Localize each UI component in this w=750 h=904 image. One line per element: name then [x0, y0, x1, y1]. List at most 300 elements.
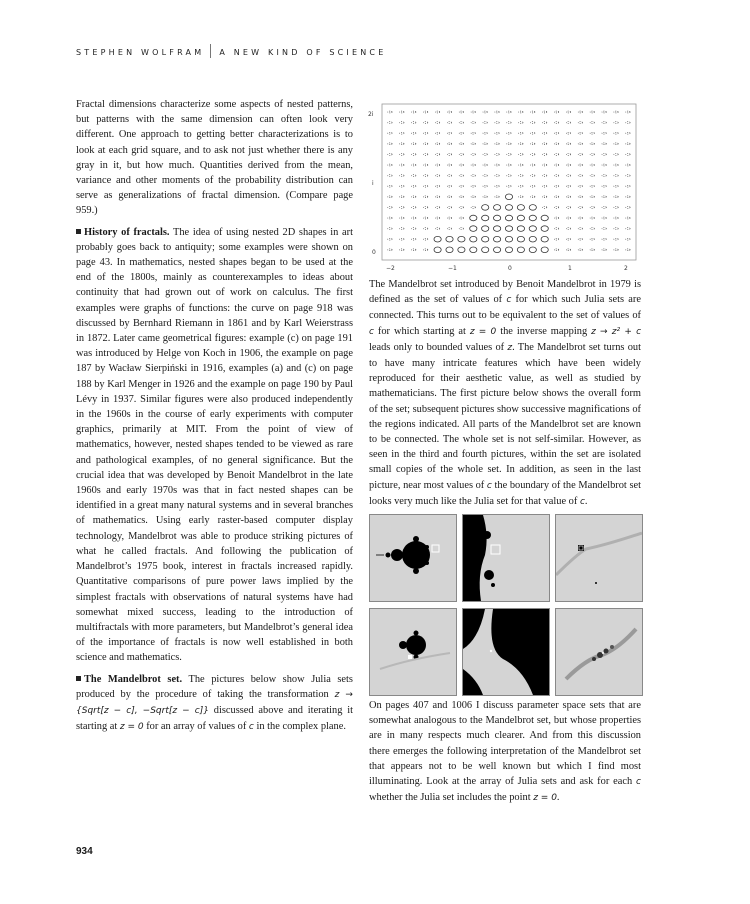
julia-set-glyph: [388, 175, 392, 177]
julia-set-glyph: [435, 175, 439, 177]
julia-set-glyph: [578, 111, 582, 113]
julia-set-glyph: [626, 228, 630, 230]
mandelbrot-heading: The Mandelbrot set.: [84, 673, 183, 685]
julia-set-glyph: [614, 249, 618, 251]
julia-set-glyph: [578, 143, 582, 145]
julia-set-glyph: [626, 122, 630, 124]
julia-set-glyph: [590, 154, 594, 156]
julia-set-glyph: [554, 132, 558, 134]
julia-set-glyph: [543, 196, 547, 198]
julia-set-glyph: [614, 238, 618, 240]
julia-set-glyph: [471, 196, 475, 198]
julia-set-glyph: [494, 247, 501, 253]
x-tick-label-1: 1: [568, 265, 572, 272]
julia-set-glyph: [626, 249, 630, 251]
square-bullet-icon: [76, 676, 81, 681]
julia-set-glyph: [412, 185, 416, 187]
julia-set-glyph: [590, 164, 594, 166]
julia-set-glyph: [424, 207, 428, 209]
square-bullet-icon: [76, 229, 81, 234]
julia-set-glyph: [614, 217, 618, 219]
julia-set-glyph: [566, 217, 570, 219]
julia-set-glyph: [590, 111, 594, 113]
julia-set-glyph: [435, 132, 439, 134]
julia-set-glyph: [519, 175, 523, 177]
julia-set-glyph: [578, 207, 582, 209]
julia-set-glyph: [412, 132, 416, 134]
julia-set-glyph: [543, 207, 547, 209]
julia-set-glyph: [412, 164, 416, 166]
julia-set-glyph: [495, 154, 499, 156]
header-divider: [210, 44, 211, 58]
mandelbrot-body-1: The pictures below show Julia sets produced by the procedure of taking the transformation: [76, 673, 353, 700]
julia-set-glyph: [388, 217, 392, 219]
julia-set-glyph: [566, 249, 570, 251]
julia-set-glyph: [434, 236, 441, 242]
julia-set-glyph: [578, 196, 582, 198]
julia-set-glyph: [424, 185, 428, 187]
julia-set-glyph: [505, 226, 512, 232]
julia-set-glyph: [578, 238, 582, 240]
julia-set-glyph: [471, 154, 475, 156]
julia-set-glyph: [424, 217, 428, 219]
z0-formula: z = 0: [469, 326, 497, 337]
julia-set-glyph: [626, 207, 630, 209]
julia-set-glyph: [447, 196, 451, 198]
julia-set-glyph: [388, 238, 392, 240]
julia-set-glyph: [400, 249, 404, 251]
mandelbrot-overview-image: [369, 514, 457, 602]
julia-set-glyph: [447, 132, 451, 134]
julia-set-glyph: [566, 207, 570, 209]
text-run: On pages 407 and 1006 I discuss parameter space sets that are somewhat analogous to the Mandelbrot set, but whose properties are in many respects much clearer. And from this discussion there emerges the following interpretation of the Mandelbrot set that appears not to be well known but which I find most illuminating. Look at the array of Julia sets and ask for each: [369, 700, 641, 788]
julia-set-glyph: [614, 196, 618, 198]
julia-set-glyph: [482, 226, 489, 232]
julia-set-glyph: [614, 228, 618, 230]
julia-set-glyph: [482, 205, 489, 211]
julia-set-glyph: [400, 207, 404, 209]
julia-set-glyph: [483, 154, 487, 156]
julia-set-glyph: [517, 215, 524, 221]
julia-set-glyph: [412, 238, 416, 240]
julia-set-glyph: [626, 217, 630, 219]
julia-set-glyph: [554, 175, 558, 177]
julia-set-glyph: [495, 164, 499, 166]
julia-set-glyph: [626, 185, 630, 187]
mandelbrot-zoom-1-image: [462, 514, 550, 602]
julia-set-glyph: [507, 175, 511, 177]
julia-set-glyph: [531, 164, 535, 166]
julia-set-glyph: [435, 122, 439, 124]
mandelbrot-body-3: for an array of values of: [146, 721, 247, 733]
history-paragraph: [76, 225, 353, 666]
julia-set-glyph: [578, 122, 582, 124]
julia-set-glyph: [459, 154, 463, 156]
julia-set-glyph: [435, 154, 439, 156]
julia-set-glyph: [388, 154, 392, 156]
julia-set-glyph: [400, 196, 404, 198]
julia-set-glyph: [495, 175, 499, 177]
julia-set-glyph: [543, 111, 547, 113]
julia-set-glyph: [482, 236, 489, 242]
julia-set-glyph: [447, 143, 451, 145]
julia-set-glyph: [483, 143, 487, 145]
c-variable: c: [579, 496, 585, 507]
julia-set-glyph: [590, 196, 594, 198]
julia-set-glyph: [505, 205, 512, 211]
julia-set-glyph: [388, 111, 392, 113]
julia-set-glyph: [602, 217, 606, 219]
history-heading: History of fractals.: [84, 226, 170, 238]
julia-set-glyph: [626, 238, 630, 240]
julia-set-glyph: [590, 217, 594, 219]
julia-set-glyph: [554, 185, 558, 187]
julia-set-glyph: [435, 164, 439, 166]
julia-set-glyph: [400, 132, 404, 134]
julia-set-glyph: [554, 238, 558, 240]
y-tick-label-i: i: [372, 180, 374, 187]
julia-set-glyph: [543, 132, 547, 134]
julia-set-glyph: [590, 185, 594, 187]
julia-set-glyph: [505, 236, 512, 242]
julia-set-glyph: [435, 196, 439, 198]
julia-set-glyph: [554, 217, 558, 219]
right-column-top: [369, 277, 641, 516]
julia-set-glyph: [602, 228, 606, 230]
julia-set-glyph: [459, 228, 463, 230]
julia-set-glyph: [495, 196, 499, 198]
text-run: for which such Julia sets are connected. This turns out to be equivalent to the set of values of: [369, 294, 641, 322]
julia-set-glyph: [447, 207, 451, 209]
julia-set-glyph: [388, 132, 392, 134]
julia-set-glyph: [531, 132, 535, 134]
julia-set-glyph: [495, 122, 499, 124]
julia-set-glyph: [412, 122, 416, 124]
julia-set-glyph: [590, 143, 594, 145]
julia-set-glyph: [566, 238, 570, 240]
julia-set-glyph: [388, 228, 392, 230]
c-variable: c: [248, 722, 254, 733]
right-column-bottom: [369, 698, 641, 812]
julia-set-glyph: [554, 228, 558, 230]
text-run: the inverse mapping: [500, 325, 588, 337]
x-tick-label-0: 0: [508, 265, 512, 272]
julia-set-glyph: [400, 164, 404, 166]
julia-set-glyph: [424, 154, 428, 156]
julia-set-glyph: [541, 226, 548, 232]
julia-set-glyph: [388, 185, 392, 187]
text-run: . The Mandelbrot set turns out to have many intricate features which have been widely reproduced for their aesthetic value, as well as studied by mathematicians. The first picture below shows the overall form of the set; subsequent pictures show successive magnifications of the regions indicated. All parts of the Mandelbrot set are known to be connected. The whole set is not self-similar. However, as seen in the third and fourth pictures, within the set are isolated small copies of the whole set. In addition, as seen in the last picture, near most values of: [369, 341, 641, 491]
text-run: for which starting at: [377, 325, 466, 337]
julia-set-glyph: [614, 164, 618, 166]
julia-set-glyph: [412, 249, 416, 251]
julia-set-glyph: [519, 196, 523, 198]
julia-set-glyph: [554, 164, 558, 166]
c-variable: c: [506, 295, 512, 306]
julia-set-glyph: [602, 111, 606, 113]
julia-set-glyph: [626, 154, 630, 156]
julia-set-glyph: [388, 143, 392, 145]
text-run: leads only to bounded values of: [369, 341, 505, 353]
julia-set-glyph: [578, 175, 582, 177]
julia-set-glyph: [447, 185, 451, 187]
julia-set-glyph: [614, 143, 618, 145]
julia-set-glyph: [388, 207, 392, 209]
julia-set-glyph: [400, 228, 404, 230]
julia-set-glyph: [626, 196, 630, 198]
mandelbrot-paragraph: [76, 672, 353, 736]
julia-set-glyph: [412, 217, 416, 219]
text-run: whether the Julia set includes the point: [369, 792, 531, 804]
julia-set-glyph: [614, 207, 618, 209]
julia-set-glyph: [590, 207, 594, 209]
z0-formula: z = 0: [533, 793, 557, 804]
julia-set-glyph: [529, 247, 536, 253]
julia-set-glyph: [446, 236, 453, 242]
julia-set-glyph: [566, 143, 570, 145]
julia-set-glyph: [602, 143, 606, 145]
julia-set-glyph: [578, 132, 582, 134]
julia-set-glyph: [543, 175, 547, 177]
julia-set-glyph: [614, 111, 618, 113]
julia-set-glyph: [590, 175, 594, 177]
julia-set-glyph: [495, 132, 499, 134]
julia-set-glyph: [626, 175, 630, 177]
julia-set-glyph: [388, 196, 392, 198]
header-book-title: A NEW KIND OF SCIENCE: [219, 48, 387, 57]
julia-set-glyph: [517, 205, 524, 211]
julia-set-glyph: [519, 143, 523, 145]
julia-set-glyph: [412, 154, 416, 156]
x-tick-label-minus1: −1: [448, 265, 457, 272]
julia-set-glyph: [447, 217, 451, 219]
mandelbrot-body-4: in the complex plane.: [256, 721, 346, 733]
julia-set-glyph: [435, 143, 439, 145]
julia-set-glyph: [507, 111, 511, 113]
julia-set-glyph: [424, 122, 428, 124]
julia-set-glyph: [483, 111, 487, 113]
c-variable: c: [636, 777, 641, 788]
julia-set-glyph: [483, 132, 487, 134]
julia-set-glyph: [554, 154, 558, 156]
julia-set-glyph: [602, 196, 606, 198]
julia-set-glyph: [554, 249, 558, 251]
julia-set-glyph: [578, 154, 582, 156]
julia-set-glyph: [529, 236, 536, 242]
julia-set-glyph: [519, 111, 523, 113]
julia-set-glyph: [578, 228, 582, 230]
history-body: The idea of using nested 2D shapes in art probably goes back to antiquity; some examples were shown on page 43. In mathematics, nested shapes began to be used at the end of the 1800s, mainly as counterexamples to ideas about continuity that had grown out of work on calculus. The first examples were graphs of functions: the curve on page 918 was discussed by Bernhard Riemann in 1861 and by Karl Weierstrass in 1872. Later came geometrical figures: example (c) on page 191 was introduced by Helge von Koch in 1906, the example on page 187 by Wacław Sierpiński in 1916, examples (a) and (c) on page 188 by Karl Menger in 1926 and the example on page 190 by Paul Lévy in 1937. Similar figures were also produced independently in the 1960s in the course of early experiments with computer graphics, primarily at MIT. From the point of view of mathematics, however, nested shapes tended to be viewed as rare and pathological examples, of no general significance. But the crucial idea that was developed by Benoit Mandelbrot in the late 1960s and early 1970s was that in fact nested shapes can be identified in a great many natural systems and in several branches of mathematics. Using early raster-based computer display technology, Mandelbrot was able to produce striking pictures of what he called fractals. And following the publication of Mandelbrot’s 1975 book, interest in fractals increased rapidly. Quantitative comparisons of pure power laws implied by the simplest fractals with observations of natural systems have had somewhat mixed success, leading to the introduction of multifractals with more parameters, but Mandelbrot’s general idea of the importance of fractals is now well established in both science and mathematics.: [76, 226, 353, 664]
julia-set-glyph: [483, 185, 487, 187]
julia-set-glyph: [400, 122, 404, 124]
julia-set-glyph: [531, 122, 535, 124]
mandelbrot-boundary-image: [462, 608, 550, 696]
julia-set-glyph: [529, 205, 536, 211]
julia-set-glyph: [435, 111, 439, 113]
julia-set-glyph: [602, 132, 606, 134]
julia-set-glyph: [400, 238, 404, 240]
julia-set-glyph: [412, 143, 416, 145]
julia-set-glyph: [554, 207, 558, 209]
julia-set-glyph: [447, 122, 451, 124]
julia-set-glyph: [590, 132, 594, 134]
julia-set-glyph: [554, 143, 558, 145]
julia-set-glyph: [590, 249, 594, 251]
julia-set-glyph: [400, 143, 404, 145]
julia-set-glyph: [483, 164, 487, 166]
julia-set-glyph: [566, 132, 570, 134]
julia-set-glyph: [590, 238, 594, 240]
julia-set-glyph: [459, 207, 463, 209]
julia-set-glyph: [602, 122, 606, 124]
julia-set-glyph: [470, 226, 477, 232]
julia-set-glyph: [400, 111, 404, 113]
julia-set-glyph: [424, 175, 428, 177]
julia-set-glyph: [412, 111, 416, 113]
text-run: .: [584, 495, 588, 507]
julia-set-glyph: [566, 122, 570, 124]
julia-set-glyph: [519, 164, 523, 166]
julia-set-glyph: [531, 143, 535, 145]
julia-set-glyph: [424, 132, 428, 134]
julia-set-glyph: [471, 185, 475, 187]
x-tick-label-2: 2: [624, 265, 628, 272]
julia-set-glyph: [590, 228, 594, 230]
julia-set-glyph: [531, 196, 535, 198]
julia-set-glyph: [482, 215, 489, 221]
julia-set-glyph: [471, 122, 475, 124]
running-header: [76, 44, 386, 58]
julia-set-glyph: [566, 228, 570, 230]
julia-set-glyph: [424, 238, 428, 240]
julia-set-glyph: [459, 111, 463, 113]
julia-set-glyph: [471, 143, 475, 145]
julia-set-glyph: [424, 143, 428, 145]
julia-set-glyph: [602, 154, 606, 156]
c-variable: c: [369, 326, 374, 337]
julia-set-glyph: [554, 111, 558, 113]
julia-set-glyph: [471, 164, 475, 166]
julia-set-glyph: [578, 217, 582, 219]
julia-set-glyph: [435, 217, 439, 219]
julia-set-glyph: [400, 154, 404, 156]
julia-set-glyph: [400, 175, 404, 177]
julia-set-glyph: [494, 236, 501, 242]
julia-set-glyph: [531, 154, 535, 156]
julia-set-glyph: [494, 205, 501, 211]
mandelbrot-julia-like-image: [555, 608, 643, 696]
julia-set-glyph: [505, 247, 512, 253]
julia-set-glyph: [482, 247, 489, 253]
julia-set-glyph: [435, 207, 439, 209]
julia-set-glyph: [566, 111, 570, 113]
julia-set-glyph: [602, 164, 606, 166]
z-variable: z: [507, 342, 513, 353]
julia-set-glyph: [543, 143, 547, 145]
julia-set-glyph: [424, 111, 428, 113]
julia-set-glyph: [447, 154, 451, 156]
julia-set-glyph: [554, 196, 558, 198]
julia-set-glyph: [519, 122, 523, 124]
julia-set-glyph: [388, 164, 392, 166]
julia-set-glyph: [531, 185, 535, 187]
julia-set-glyph: [435, 228, 439, 230]
julia-set-glyph: [602, 249, 606, 251]
julia-set-glyph: [400, 185, 404, 187]
julia-set-glyph: [543, 122, 547, 124]
julia-set-glyph: [543, 154, 547, 156]
text-run: The Mandelbrot set introduced by Benoit Mandelbrot in 1979 is defined as the set of values of: [369, 279, 641, 306]
julia-set-glyph: [494, 226, 501, 232]
julia-set-glyph: [531, 111, 535, 113]
julia-set-glyph: [483, 122, 487, 124]
header-author: STEPHEN WOLFRAM: [76, 48, 205, 57]
julia-set-glyph: [517, 226, 524, 232]
julia-set-glyph: [495, 185, 499, 187]
julia-set-glyph: [614, 185, 618, 187]
julia-set-glyph: [483, 175, 487, 177]
julia-set-glyph: [471, 175, 475, 177]
julia-set-glyph: [458, 236, 465, 242]
julia-set-array-plot: [366, 102, 642, 280]
julia-set-glyph: [505, 215, 512, 221]
julia-set-glyph: [458, 247, 465, 253]
julia-set-glyph: [435, 185, 439, 187]
julia-set-glyph: [566, 175, 570, 177]
c-variable: c: [486, 480, 492, 491]
julia-set-glyph: [447, 228, 451, 230]
julia-set-glyph: [554, 122, 558, 124]
julia-set-glyph: [459, 164, 463, 166]
julia-set-glyph: [602, 185, 606, 187]
mapping-formula: z → z² + c: [591, 326, 642, 337]
julia-set-glyph: [626, 143, 630, 145]
left-column: [76, 97, 353, 741]
julia-set-glyph: [459, 175, 463, 177]
julia-set-glyph: [412, 228, 416, 230]
julia-set-glyph: [541, 215, 548, 221]
julia-set-glyph: [400, 217, 404, 219]
julia-set-glyph: [541, 236, 548, 242]
julia-set-glyph: [578, 164, 582, 166]
julia-set-glyph: [470, 215, 477, 221]
julia-set-glyph: [459, 132, 463, 134]
mandelbrot-magnification-grid: [369, 514, 648, 696]
julia-set-glyph: [470, 236, 477, 242]
julia-set-glyph: [519, 132, 523, 134]
y-tick-label-2i: 2i: [368, 111, 374, 118]
julia-set-glyph: [626, 111, 630, 113]
julia-set-glyph: [517, 247, 524, 253]
julia-set-glyph: [578, 185, 582, 187]
julia-set-glyph: [424, 228, 428, 230]
julia-set-glyph: [505, 194, 512, 200]
julia-set-glyph: [471, 207, 475, 209]
julia-set-glyph: [602, 175, 606, 177]
julia-set-glyph: [578, 249, 582, 251]
mandelbrot-body-2: discussed above and iterating it starting at: [76, 704, 353, 733]
mandelbrot-copy-image: [369, 608, 457, 696]
julia-set-glyph: [531, 175, 535, 177]
julia-set-glyph: [602, 207, 606, 209]
julia-set-glyph: [507, 132, 511, 134]
julia-set-glyph: [424, 164, 428, 166]
julia-set-glyph: [614, 175, 618, 177]
julia-set-glyph: [566, 185, 570, 187]
julia-set-glyph: [459, 217, 463, 219]
julia-set-glyph: [446, 247, 453, 253]
julia-set-glyph: [566, 164, 570, 166]
